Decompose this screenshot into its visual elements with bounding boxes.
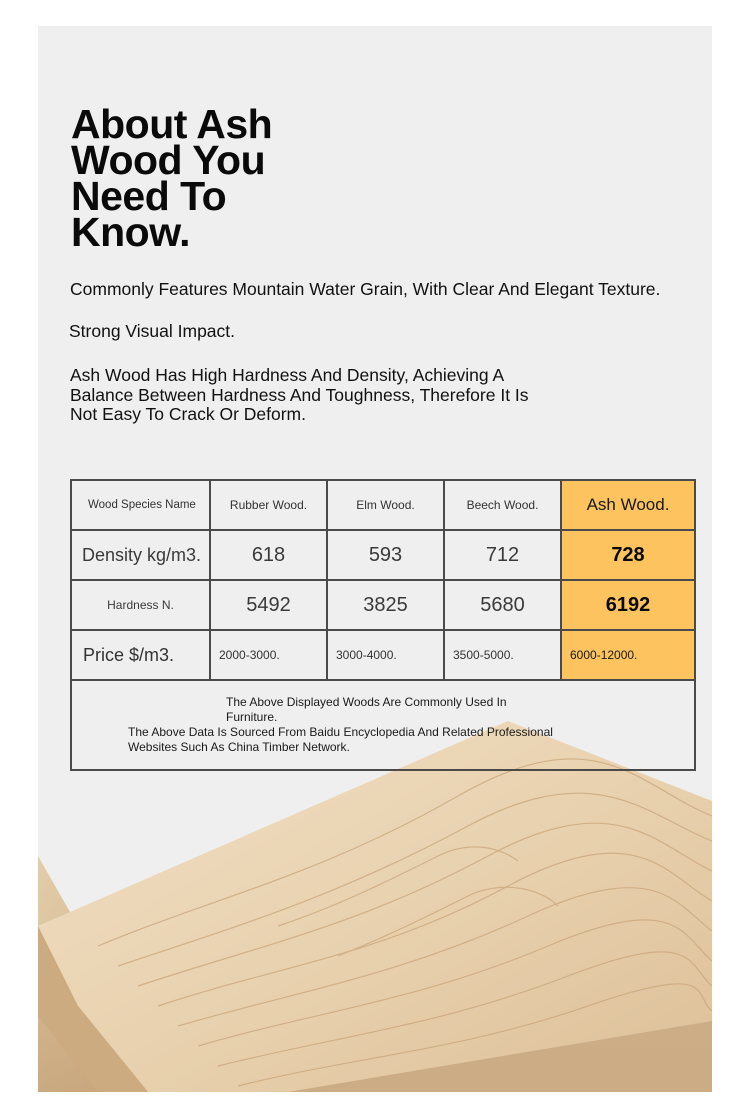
- row-label-density: Density kg/m3.: [71, 530, 210, 580]
- table-cell: 5492: [210, 580, 327, 630]
- row-label-price: Price $/m3.: [71, 630, 210, 680]
- content-panel: [38, 26, 712, 1092]
- table-cell-ash: 728: [561, 530, 695, 580]
- header-cell-beech: Beech Wood.: [444, 480, 561, 530]
- header-cell-rubber: Rubber Wood.: [210, 480, 327, 530]
- table-cell-ash: 6192: [561, 580, 695, 630]
- table-row-density: [71, 530, 695, 580]
- table-header-row: [71, 480, 695, 530]
- header-cell-ash: Ash Wood.: [561, 480, 695, 530]
- feature-text-hardness: Ash Wood Has High Hardness And Density, Achieving A Balance Between Hardness And Toughness, Therefore It Is Not Easy To Crack Or Deform.: [70, 365, 529, 424]
- table-row-hardness: [71, 580, 695, 630]
- table-cell: 618: [210, 530, 327, 580]
- feature-text-grain: Commonly Features Mountain Water Grain, With Clear And Elegant Texture.: [70, 279, 661, 299]
- header-cell-species: Wood Species Name: [71, 480, 210, 530]
- table-cell: 712: [444, 530, 561, 580]
- table-cell: 5680: [444, 580, 561, 630]
- row-label-hardness: Hardness N.: [71, 580, 210, 630]
- table-note-source: The Above Data Is Sourced From Baidu Encyclopedia And Related Professional Websites Such As China Timber Network.: [128, 725, 553, 754]
- table-row-price: [71, 630, 695, 680]
- table-notes-row: [71, 680, 695, 770]
- wood-comparison-table: [70, 479, 696, 771]
- feature-text-visual: Strong Visual Impact.: [69, 321, 236, 341]
- table-cell-ash: 6000-12000.: [561, 630, 695, 680]
- header-cell-elm: Elm Wood.: [327, 480, 444, 530]
- table-note-furniture: The Above Displayed Woods Are Commonly Used In Furniture.: [226, 695, 507, 724]
- table-cell: 3000-4000.: [327, 630, 444, 680]
- table-cell: 593: [327, 530, 444, 580]
- table-cell: 3825: [327, 580, 444, 630]
- table-cell: 3500-5000.: [444, 630, 561, 680]
- table-notes-cell: [71, 680, 695, 770]
- table-cell: 2000-3000.: [210, 630, 327, 680]
- page-title: About Ash Wood You Need To Know.: [71, 101, 273, 255]
